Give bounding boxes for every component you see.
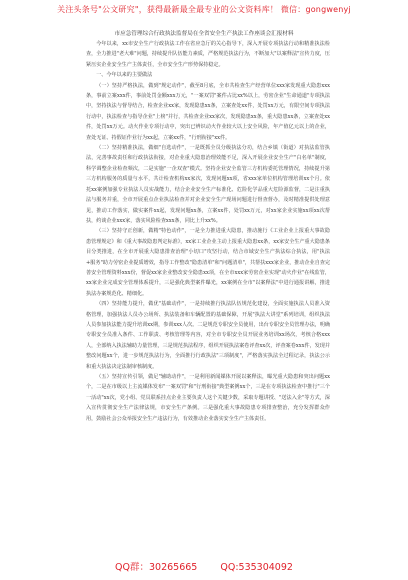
contact-footer bbox=[0, 559, 408, 573]
paragraph-strict-enforcement: （一）坚持严格执法，做到"规定动作"，截至8月底，全市共检查生产经营单位xxx家发现重大隐患xxx条，事前立案xxx件，事前处罚金额xxx万元，"一案双罚"案件占比xx%以上，劳密企业"生命通道"专项执法中，坚持执法与督导结合，检查企业xx家，发现隐患xx条，立案查处xx件，处罚xx万元，有限空间专项执法行动中，执法检查与指导企业"上榜"并行，共检查企业xx家次，发现隐患xx条，重大隐患xx条，立案查处xx件，处罚xx万元。动火作业专项行动中，突出已辨识动火作业较大以上安全风险，年产值亿元以上的企业，查处无证、持假证作业行为xx起，立案xx件，"行刑衔接"xx件。 bbox=[86, 82, 330, 141]
paragraph-capacity: （四）坚持能力提升，做优"基础动作"，一是持续推行执法队伍规范化建设，全面实施执法人员准入资格管理，加强执法人员办公场所、执法装备和车辆配置的基础保障，开展"执法大讲堂"系列培训，组织执法人员参加执法能力提升培训xx期，参训xxx人次。二是规范专职安全员使用，出台专职安全员管理办法，明确专职安全员准入条件、工作职责、考核管理等内容，对全市专职安全员开展业务培训xx场次，考核合格xxx人，全部纳入执法辅助力量管理，三是规范执法程序，组织开展执法案卷评查xx次，评查案卷xxx件，发现并整改问题xx个，进一步规范执法行为，全面推行行政执法"三项制度"，严格落实执法全过程记录，执法公示和重大执法决定法制审核制度。 bbox=[86, 301, 330, 370]
section-heading: 一、今年以来的主要做法 bbox=[96, 72, 153, 79]
promo-banner[interactable]: 关注头条号"公文研究"，获得最新最全最专业的公文资料库！ 微信：gongwenyj bbox=[57, 5, 351, 14]
qq-group: QQ群：30265665 bbox=[115, 562, 198, 573]
qq-number: QQ:535304092 bbox=[220, 562, 293, 573]
paragraph-publicity: （五）坚持宣传引领，做足"辅助动作"，一是利用新闻媒体开展以案释法，曝光重大隐患和突出问题xx个，二是在市级以上主流媒体发布"一案双罚"和"行刑衔接"典型案例xx个，三是在专项执法检查中推行"三个一活动"xx次，党小组、党员联系挂点企业主要负责人这个关键少数，采取专题讲授、"送法入企"等方式，深入宣传贯彻安全生产法律法规，市安全生产条例。三是强化重大事故隐患专项排查整治，充分发挥群众作用，鼓励社会公众举报安全生产违法行为，有效推动企业落实安全生产主体责任。 bbox=[86, 374, 330, 422]
paragraph-innovation: （三）坚持守正创新，做精"特色动作"，一是全力推进重大隐患，推动施行《工业企业上报重大事故隐患管理规定》和《重大事故隐患判定标准》，xx家工业企业主动上报重大隐患xx条，xx家安全生产重大隐患条目分类推进，在全市开展重大隐患排查治理"小切口"攻坚行动，结合市域安全生产执法综合执法，用"执法+服务"助力劳密企业提质增效，指导工作整改"隐患清单"和"问题清单"，共帮扶xxx家企业，推动企业自查完善安全管理资料xxx份，督促xx家企业整改安全隐患xx项，在全市xxx家劳密企业实现"动火作业"在线监管，xx家企业完成安全管理体系提升，三是强化典型案件曝光，xx案例在全市"以案释法"中进行通报讲解，推进执法办案规范化、精细化。 bbox=[86, 228, 330, 297]
document-body bbox=[86, 39, 330, 424]
intro-paragraph: 今年以来，xx市安全生产行政执法工作在省应急厅的关心指导下，深入开展专项执法行动和精准执法检查，全力推进"老大难"问题，持续提升队伍能力素质，严格规范执法行为，不断加大"以案释法"宣传力度，压紧压实企业安全生产主体责任，全市安全生产形势保持稳定。 bbox=[86, 41, 330, 68]
document-title: 市应急管理综合行政执法监督局在全省安全生产执法工作座谈会汇报材料 bbox=[114, 31, 294, 37]
paragraph-precise-enforcement: （二）坚持精准执法，做细"自选动作"，一是既抓全员分级执法分功，结合乡镇（街道）对执法监管执法，完善事故责任和行政执法衔接，对企业重大隐患治理效能不足，深入开展企业安全生产"白名单"制度，科学调整企业检查频次，二是实施"一企双查"模式。坚持企业安全监管三方机构委托管理情况，持续提升第三方机构服务的质量与水平，共计检查机构xx家次，发现问题xx项，省xxx家单位机构管理培训xx个月。依托xx案例加强专业执法人员实战能力，结合企业安全生产标准化、危险化学品重大危险源监督，二是注重执法与服务并重，全市开展重点企业执法检查并对企业安全生产现场问题进行督查督办，及时精准提供处理意见，推动工作落实，做实案件xx起，发现问题xx条，立案xx件，处罚xx万元，对xx家企业实施xx项xx次帮扶，约谈企业xxx家，落实风险检查xxx条，同比上升xx%。 bbox=[86, 145, 330, 224]
